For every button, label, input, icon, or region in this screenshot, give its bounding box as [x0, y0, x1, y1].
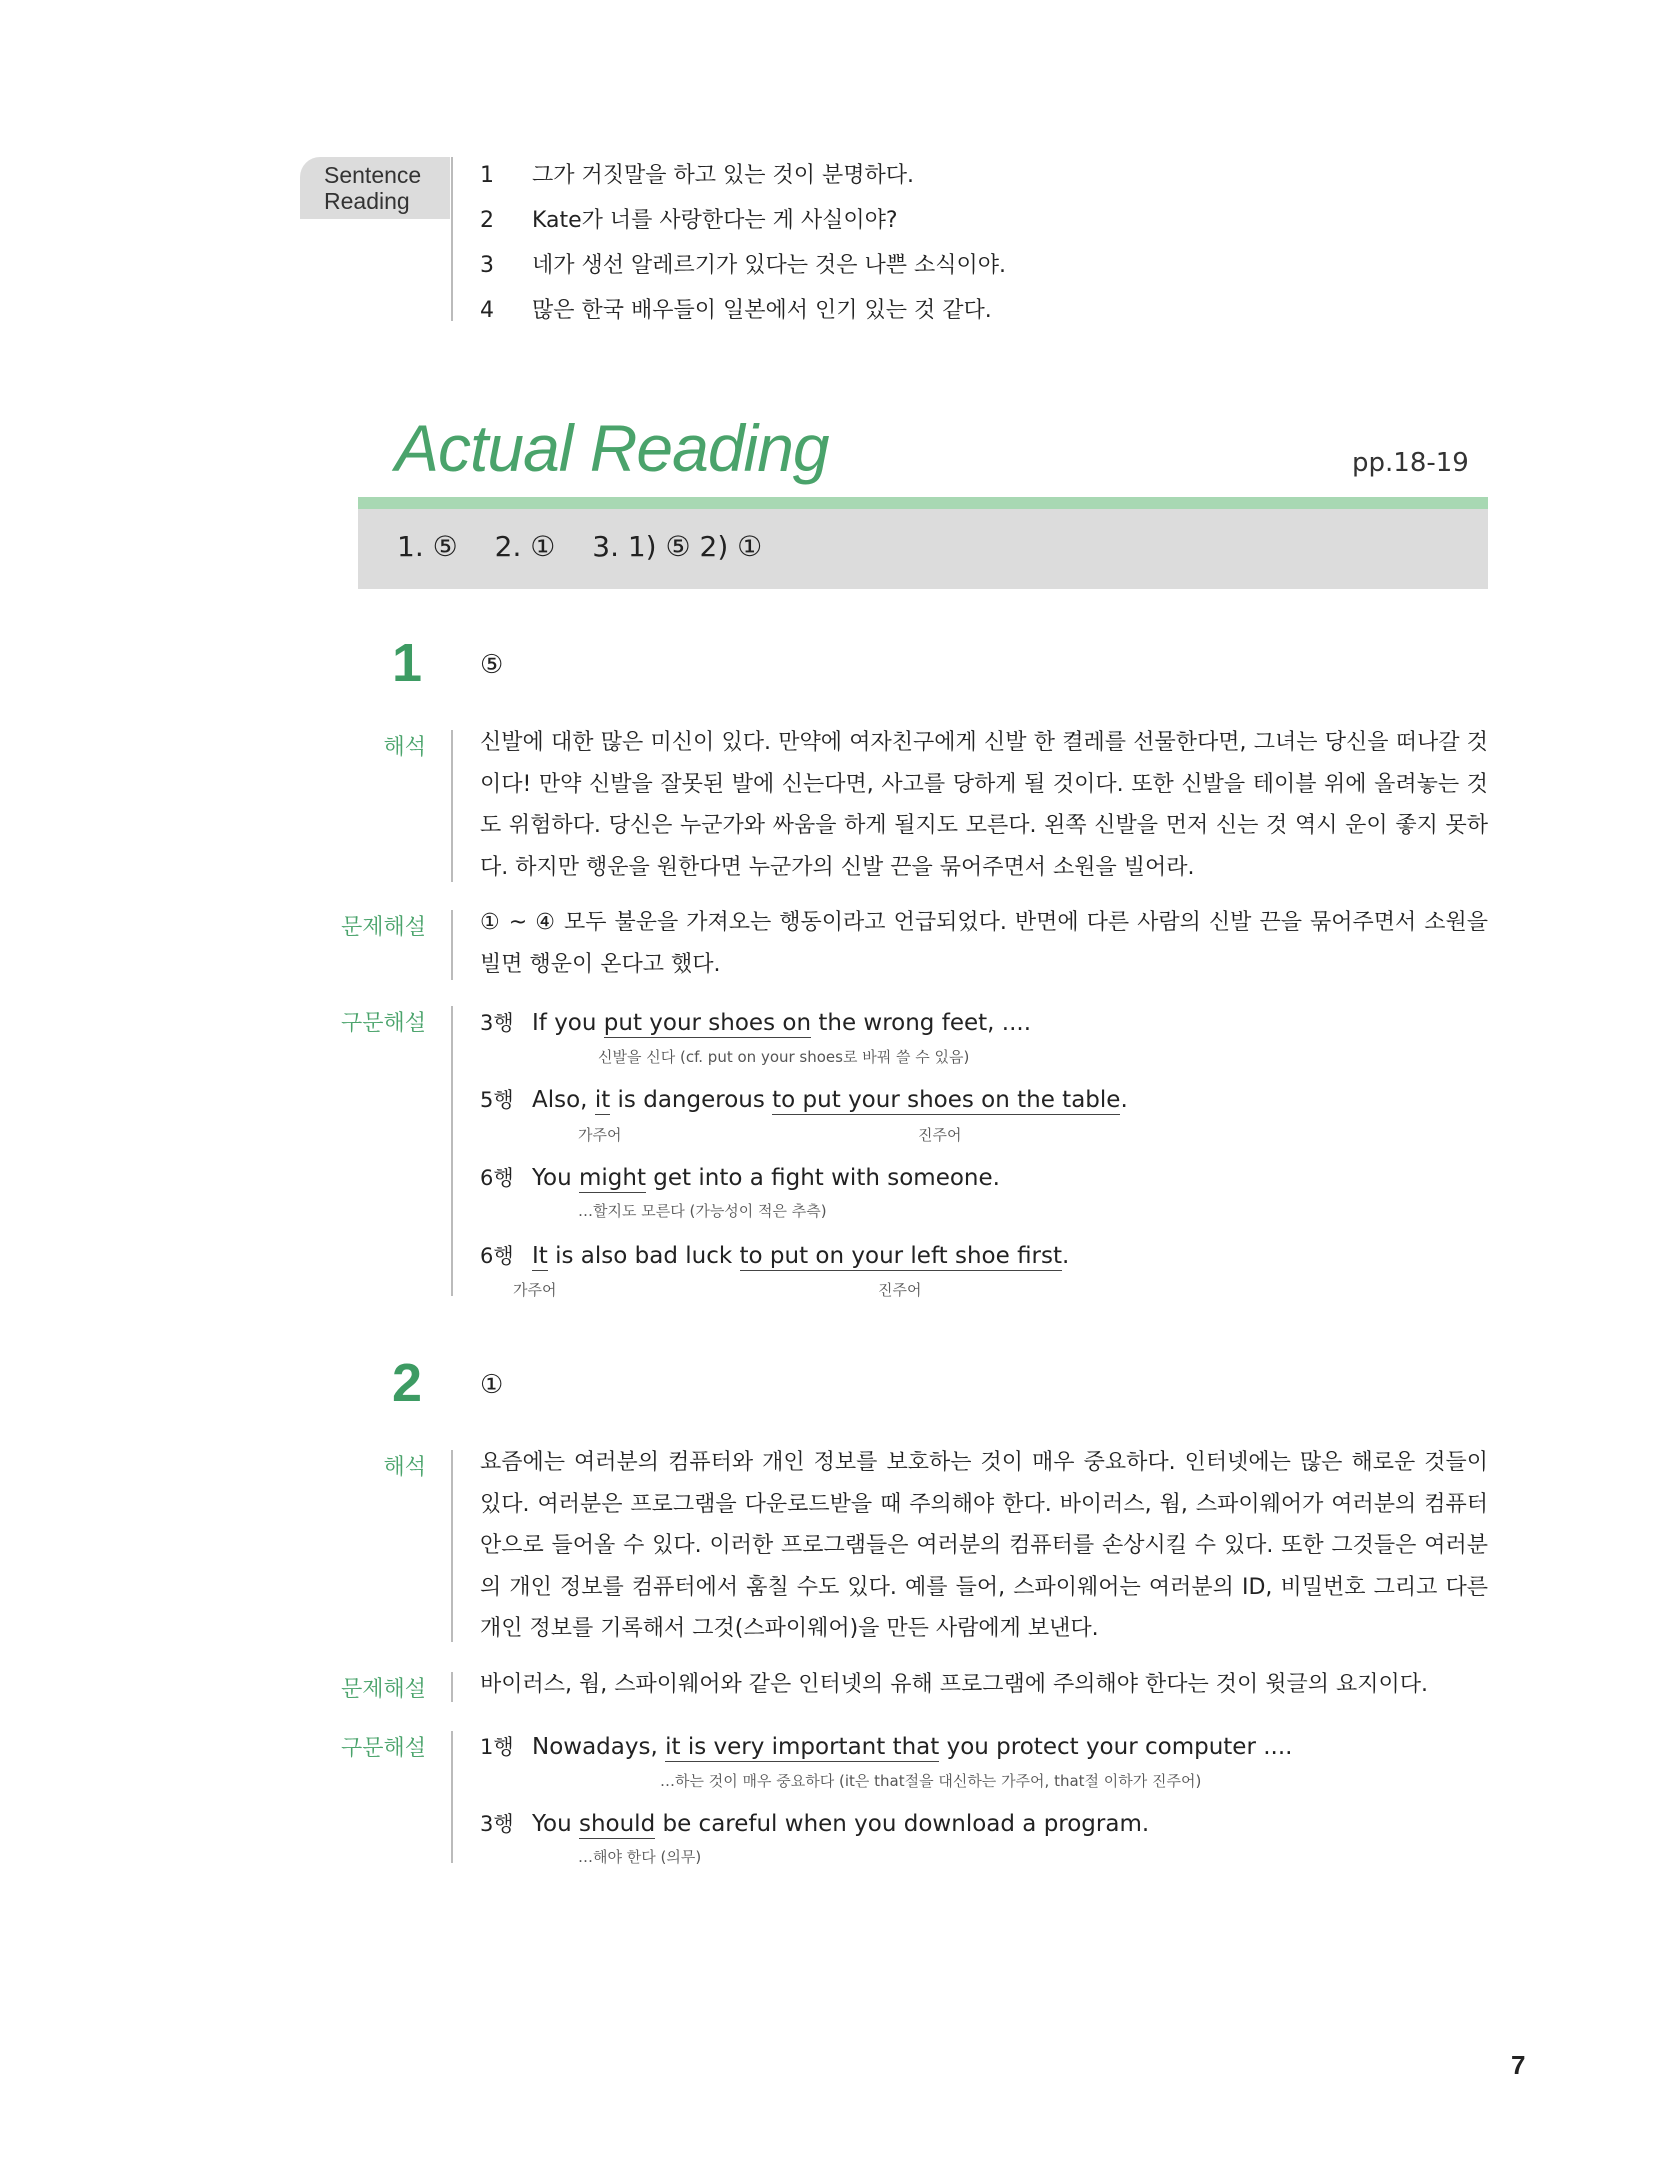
- answer-3: 3. 1) ⑤ 2) ①: [592, 530, 763, 563]
- sentence-item: [480, 293, 992, 324]
- structure-underline: to put on your left shoe first: [739, 1243, 1063, 1269]
- sentence-item: [480, 248, 1006, 279]
- sentence-item-number: 1: [480, 163, 494, 188]
- sentence-item-number: 3: [480, 253, 494, 278]
- sentence-reading-tag-line1: Sentence: [324, 162, 422, 188]
- q2-structure-item: [480, 1808, 1149, 1838]
- structure-text: is dangerous: [610, 1087, 773, 1113]
- q1-structure-item: [480, 1084, 1128, 1114]
- question-1-number: 1: [392, 633, 423, 693]
- q1-structure-label: 구문해설: [340, 1011, 426, 1036]
- q1-translation-label: 해석: [383, 735, 426, 760]
- sentence-reading-tag: [300, 157, 450, 219]
- structure-text: If you: [532, 1010, 604, 1036]
- structure-line-number: 6행: [480, 1244, 514, 1268]
- sentence-reading-divider: [451, 157, 453, 321]
- actual-reading-pages: pp.18-19: [1352, 448, 1469, 478]
- q2-structure-note: …하는 것이 매우 중요하다 (it은 that절을 대신하는 가주어, that절 이하가 진주어): [660, 1772, 1202, 1790]
- q2-translation-divider: [451, 1450, 453, 1642]
- q1-structure-note: 가주어: [578, 1126, 622, 1144]
- structure-line-number: 3행: [480, 1812, 514, 1836]
- q2-structure-item: [480, 1731, 1292, 1761]
- q2-explanation-text: 바이러스, 웜, 스파이웨어와 같은 인터넷의 유해 프로그램에 주의해야 한다는 것이 윗글의 요지이다.: [480, 1672, 1428, 1697]
- q1-explanation-label: 문제해설: [340, 915, 426, 940]
- structure-text: Also,: [532, 1087, 595, 1113]
- question-2-number: 2: [392, 1353, 423, 1413]
- q1-structure-item: [480, 1007, 1031, 1037]
- structure-text: You: [532, 1811, 579, 1837]
- q2-structure-divider: [451, 1731, 453, 1863]
- sentence-item-number: 2: [480, 208, 494, 233]
- q2-translation-text: 요즘에는 여러분의 컴퓨터와 개인 정보를 보호하는 것이 매우 중요하다. 인터넷에는 많은 해로운 것들이 있다. 여러분은 프로그램을 다운로드받을 때 주의해야 한다. 바이러스, 웜, 스파이웨어가 여러분의 컴퓨터 안으로 들어올 수 있다. 이러한 프로그램들은 여러분의 컴퓨터를 손상시킬 수 있다. 또한 그것들은 여러분의 개인 정보를 컴퓨터에서 훔칠 수도 있다. 예를 들어, 스파이웨어는 여러분의 ID, 비밀번호 그리고 다른 개인 정보를 기록해서 그것(스파이웨어)을 만든 사람에게 보낸다.: [480, 1450, 1488, 1641]
- sentence-item-number: 4: [480, 298, 494, 323]
- sentence-item-text: Kate가 너를 사랑한다는 게 사실이야?: [532, 208, 898, 233]
- structure-text: Nowadays,: [532, 1734, 666, 1760]
- q1-translation-divider: [451, 730, 453, 882]
- structure-underline: should: [578, 1811, 656, 1837]
- structure-text: the wrong feet, ....: [811, 1010, 1032, 1036]
- structure-line-number: 5행: [480, 1088, 514, 1112]
- structure-text: is also bad luck: [547, 1243, 740, 1269]
- structure-text: .: [1062, 1243, 1070, 1269]
- q2-structure-label: 구문해설: [340, 1736, 426, 1761]
- structure-line-number: 6행: [480, 1166, 514, 1190]
- structure-line-number: 1행: [480, 1735, 514, 1759]
- structure-line-number: 3행: [480, 1011, 514, 1035]
- q1-structure-divider: [451, 1006, 453, 1296]
- sentence-item-text: 네가 생선 알레르기가 있다는 것은 나쁜 소식이야.: [532, 253, 1006, 278]
- sentence-item: [480, 203, 898, 234]
- answer-1: 1. ⑤: [397, 530, 458, 563]
- page-number: 7: [1511, 2050, 1526, 2080]
- sentence-item-text: 그가 거짓말을 하고 있는 것이 분명하다.: [532, 163, 914, 188]
- answer-bar-accent: [358, 497, 1488, 509]
- q1-structure-item: [480, 1240, 1069, 1270]
- q1-structure-note: 가주어: [513, 1281, 557, 1299]
- answer-2: 2. ①: [494, 530, 556, 563]
- actual-reading-title: Actual Reading: [395, 411, 829, 485]
- q2-explanation-label: 문제해설: [340, 1677, 426, 1702]
- q1-structure-item: [480, 1162, 1000, 1192]
- structure-underline: it is very important that: [665, 1734, 940, 1760]
- q2-translation-label: 해석: [383, 1455, 426, 1480]
- structure-text: get into a fight with someone.: [645, 1165, 1000, 1191]
- q2-structure-note: …해야 한다 (의무): [578, 1848, 702, 1866]
- structure-underline: to put your shoes on the table: [772, 1087, 1121, 1113]
- q1-structure-note: 신발을 신다 (cf. put on your shoes로 바꿔 쓸 수 있음): [598, 1048, 970, 1066]
- sentence-item-text: 많은 한국 배우들이 일본에서 인기 있는 것 같다.: [532, 298, 992, 323]
- structure-text: be careful when you download a program.: [655, 1811, 1150, 1837]
- structure-underline: might: [578, 1165, 646, 1191]
- sentence-item: [480, 158, 914, 189]
- structure-text: You: [532, 1165, 579, 1191]
- structure-underline: it: [594, 1087, 611, 1113]
- structure-text: you protect your computer ....: [939, 1734, 1293, 1760]
- answer-summary: [397, 530, 790, 563]
- structure-underline: It: [532, 1243, 548, 1269]
- sentence-reading-tag-line2: Reading: [324, 188, 410, 214]
- structure-text: .: [1120, 1087, 1128, 1113]
- question-1-answer: ⑤: [480, 650, 504, 680]
- q1-structure-note: 진주어: [878, 1281, 922, 1299]
- q1-translation-text: 신발에 대한 많은 미신이 있다. 만약에 여자친구에게 신발 한 켤레를 선물한다면, 그녀는 당신을 떠나갈 것이다! 만약 신발을 잘못된 발에 신는다면, 사고를 당하게 될 것이다. 또한 신발을 테이블 위에 올려놓는 것도 위험하다. 당신은 누군가와 싸움을 하게 될지도 모른다. 왼쪽 신발을 먼저 신는 것 역시 운이 좋지 못하다. 하지만 행운을 원한다면 누군가의 신발 끈을 묶어주면서 소원을 빌어라.: [480, 730, 1488, 880]
- structure-underline: put your shoes on: [603, 1010, 812, 1036]
- q1-structure-note: …할지도 모른다 (가능성이 적은 추측): [578, 1202, 827, 1220]
- q1-structure-note: 진주어: [918, 1126, 962, 1144]
- q1-explanation-text: ① ~ ④ 모두 불운을 가져오는 행동이라고 언급되었다. 반면에 다른 사람의 신발 끈을 묶어주면서 소원을 빌면 행운이 온다고 했다.: [480, 910, 1488, 977]
- q2-explanation-divider: [451, 1672, 453, 1702]
- q1-explanation-divider: [451, 910, 453, 980]
- question-2-answer: ①: [480, 1370, 504, 1400]
